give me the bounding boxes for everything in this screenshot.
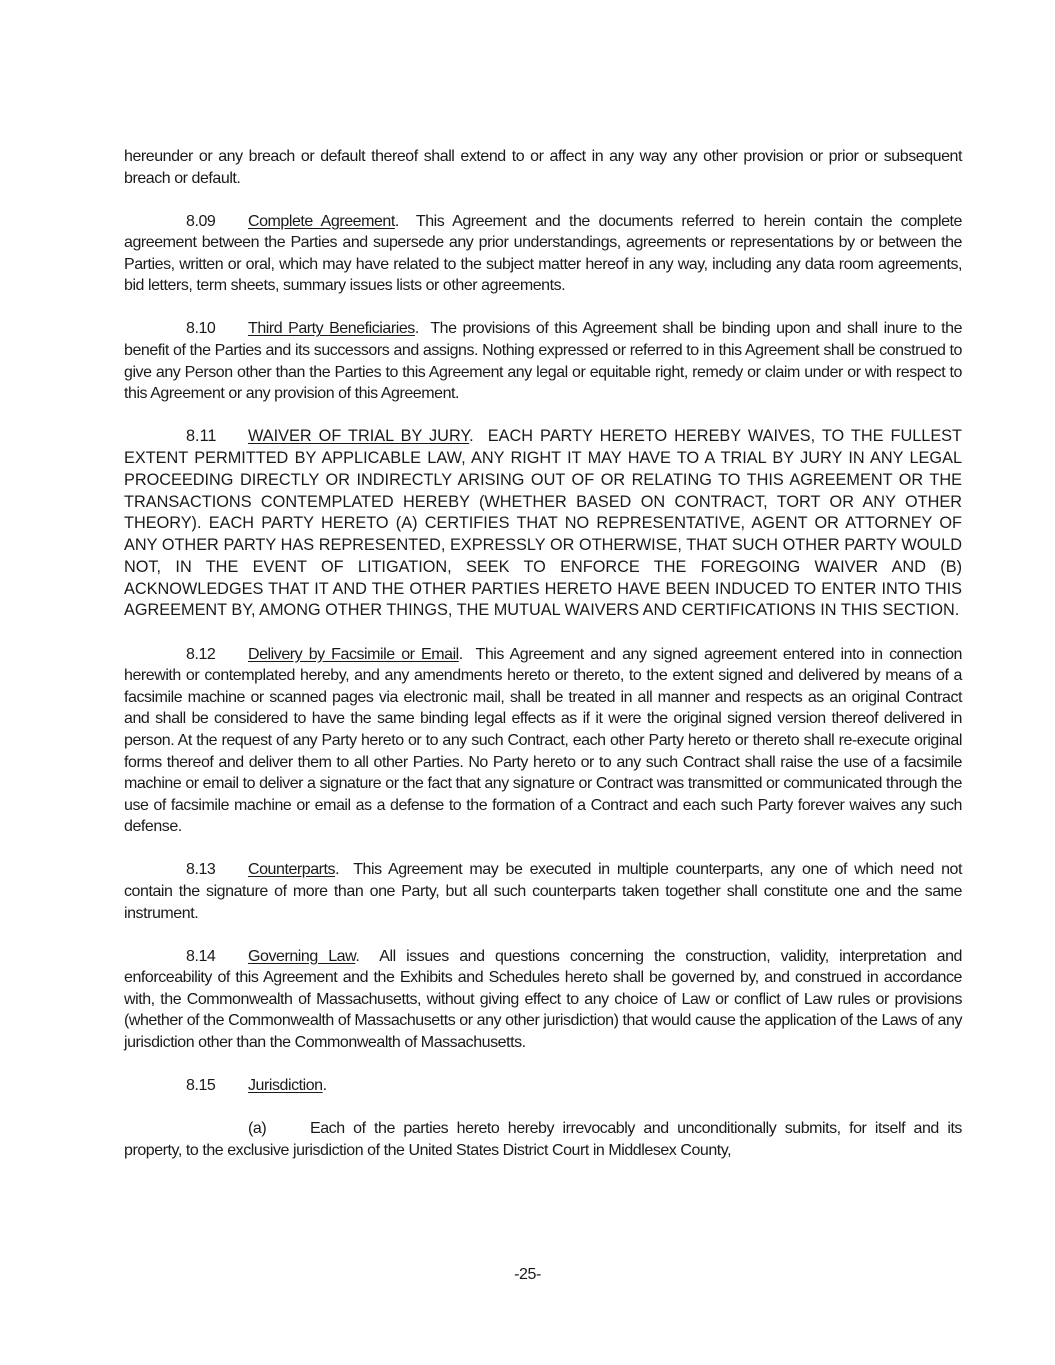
page-number: -25- (514, 1266, 541, 1283)
section-8-14 (124, 946, 962, 1054)
section-text: EACH PARTY HERETO HEREBY WAIVES, TO THE FULLEST EXTENT PERMITTED BY APPLICABLE LAW, ANY RIGHT IT MAY HAVE TO A TRIAL BY JURY IN ANY LEGAL PROCEEDING DIRECTLY OR INDIRECTLY ARISING OUT OF OR RELATING TO THIS AGREEMENT OR THE TRANSACTIONS CONTEMPLATED HEREBY (WHETHER BASED ON CONTRACT, TORT OR ANY OTHER THEORY). EACH PARTY HERETO (A) CERTIFIES THAT NO REPRESENTATIVE, AGENT OR ATTORNEY OF ANY OTHER PARTY HAS REPRESENTED, EXPRESSLY OR OTHERWISE, THAT SUCH OTHER PARTY WOULD NOT, IN THE EVENT OF LITIGATION, SEEK TO ENFORCE THE FOREGOING WAIVER AND (B) ACKNOWLEDGES THAT IT AND THE OTHER PARTIES HERETO HAVE BEEN INDUCED TO ENTER INTO THIS AGREEMENT BY, AMONG OTHER THINGS, THE MUTUAL WAIVERS AND CERTIFICATIONS IN THIS SECTION. (124, 427, 962, 620)
section-number: 8.15 (186, 1076, 216, 1094)
section-number: 8.12 (186, 645, 216, 663)
section-heading: Governing Law (248, 947, 356, 965)
section-number: 8.14 (186, 947, 216, 965)
section-text: This Agreement and the documents referred to herein contain the complete agreement between the Parties and supersede any prior understandings, agreements or representations by or between the Parties, written or oral, which may have related to the subject matter hereof in any way, including any data room agreements, bid letters, term sheets, summary issues lists or other agreements. (124, 212, 962, 295)
section-text: This Agreement may be executed in multiple counterparts, any one of which need not contain the signature of more than one Party, but all such counterparts taken together shall constitute one and the same instrument. (124, 861, 963, 922)
section-number: 8.11 (186, 427, 217, 446)
section-8-10 (124, 318, 962, 404)
heading-period: . (355, 947, 360, 965)
heading-period: . (414, 320, 419, 338)
document-page (124, 146, 962, 1183)
heading-period: . (322, 1076, 327, 1094)
section-heading: Jurisdiction (248, 1076, 323, 1094)
section-8-09 (124, 211, 962, 297)
heading-period: . (394, 212, 399, 230)
section-heading: Delivery by Facsimile or Email (248, 645, 459, 663)
section-number: 8.10 (186, 320, 216, 338)
section-text: This Agreement and any signed agreement entered into in connection herewith or contemplated hereby, and any amendments hereto or thereto, to the extent signed and delivered by means of a facsimile machine or scanned pages via electronic mail, shall be treated in all manner and respects as an original Contract and shall be considered to have the same binding legal effects as if it were the original signed version thereof delivered in person. At the request of any Party hereto or to any such Contract, each other Party hereto or thereto shall re-execute original forms thereof and deliver them to all other Parties. No Party hereto or to any such Contract shall raise the use of a facsimile machine or email to deliver a signature or the fact that any signature or Contract was transmitted or communicated through the use of facsimile machine or email as a defense to the formation of a Contract and each such Party forever waives any such defense. (124, 645, 962, 836)
section-text: All issues and questions concerning the construction, validity, interpretation and enforceability of this Agreement and the Exhibits and Schedules hereto shall be governed by, and construed in accordance with, the Commonwealth of Massachusetts, without giving effect to any choice of Law or conflict of Law rules or provisions (whether of the Commonwealth of Massachusetts or any other jurisdiction) that would cause the application of the Laws of any jurisdiction other than the Commonwealth of Massachusetts. (124, 947, 963, 1051)
section-8-15 (124, 1075, 962, 1097)
section-8-11 (124, 426, 962, 622)
heading-period: . (469, 427, 474, 446)
section-heading: Complete Agreement (248, 212, 395, 230)
heading-period: . (335, 861, 340, 879)
subsection-text: Each of the parties hereto hereby irrevocably and unconditionally submits, for itself and its property, to the exclusive jurisdiction of the United States District Court in Middlesex County, (124, 1119, 962, 1159)
continuation-paragraph: hereunder or any breach or default thereof shall extend to or affect in any way any other provision or prior or subsequent breach or default. (124, 148, 962, 187)
subsection-a (124, 1118, 962, 1161)
section-8-12 (124, 644, 962, 838)
heading-period: . (458, 645, 463, 663)
section-text: The provisions of this Agreement shall be binding upon and shall inure to the benefit of the Parties and its successors and assigns. Nothing expressed or referred to in this Agreement shall be construed to give any Person other than the Parties to this Agreement any legal or equitable right, remedy or claim under or with respect to this Agreement or any provision of this Agreement. (124, 320, 963, 403)
section-heading: Third Party Beneficiaries (248, 320, 415, 338)
section-number: 8.09 (186, 212, 216, 230)
section-8-13 (124, 859, 962, 924)
section-heading: Counterparts (248, 861, 336, 879)
subsection-label: (a) (248, 1119, 267, 1137)
section-number: 8.13 (186, 861, 216, 879)
section-heading: WAIVER OF TRIAL BY JURY (248, 427, 470, 446)
